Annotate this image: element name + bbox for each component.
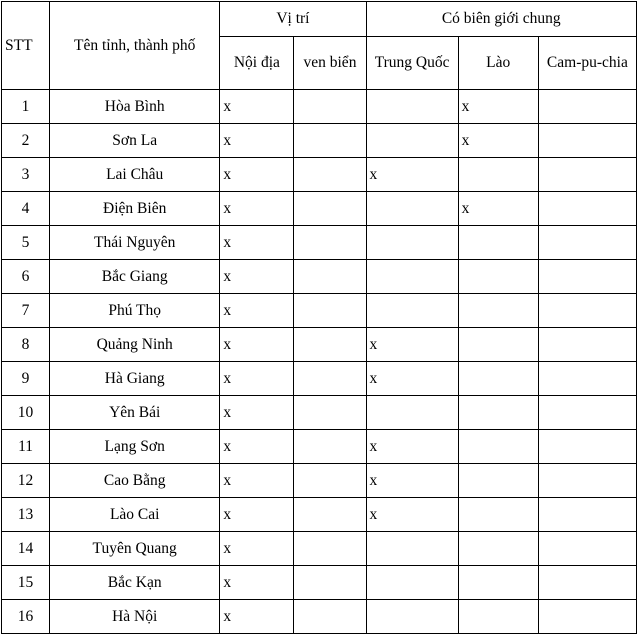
table-row bbox=[2, 362, 637, 396]
cell-laos: x bbox=[458, 192, 538, 226]
cell-inland: x bbox=[220, 294, 294, 328]
cell-inland: x bbox=[220, 124, 294, 158]
cell-province-name: Sơn La bbox=[50, 124, 220, 158]
cell-coastal bbox=[294, 192, 366, 226]
cell-inland: x bbox=[220, 396, 294, 430]
cell-coastal bbox=[294, 328, 366, 362]
cell-cambodia bbox=[538, 260, 636, 294]
table-row bbox=[2, 532, 637, 566]
cell-coastal bbox=[294, 260, 366, 294]
cell-coastal bbox=[294, 532, 366, 566]
cell-coastal bbox=[294, 294, 366, 328]
cell-stt: 2 bbox=[2, 124, 50, 158]
table-row bbox=[2, 498, 637, 532]
cell-laos bbox=[458, 226, 538, 260]
cell-coastal bbox=[294, 464, 366, 498]
cell-province-name: Bắc Giang bbox=[50, 260, 220, 294]
table-row bbox=[2, 566, 637, 600]
cell-cambodia bbox=[538, 192, 636, 226]
cell-china: x bbox=[366, 328, 458, 362]
cell-laos bbox=[458, 566, 538, 600]
cell-laos bbox=[458, 498, 538, 532]
cell-stt: 1 bbox=[2, 90, 50, 124]
cell-inland: x bbox=[220, 430, 294, 464]
cell-china: x bbox=[366, 498, 458, 532]
table-row bbox=[2, 464, 637, 498]
column-header-coastal: ven biển bbox=[294, 37, 366, 90]
cell-cambodia bbox=[538, 328, 636, 362]
cell-china bbox=[366, 566, 458, 600]
cell-province-name: Hà Nội bbox=[50, 600, 220, 634]
cell-coastal bbox=[294, 362, 366, 396]
cell-inland: x bbox=[220, 498, 294, 532]
cell-coastal bbox=[294, 566, 366, 600]
cell-cambodia bbox=[538, 498, 636, 532]
cell-laos bbox=[458, 600, 538, 634]
cell-china bbox=[366, 600, 458, 634]
table-row bbox=[2, 226, 637, 260]
cell-china bbox=[366, 260, 458, 294]
cell-laos bbox=[458, 430, 538, 464]
cell-coastal bbox=[294, 124, 366, 158]
cell-coastal bbox=[294, 90, 366, 124]
cell-stt: 8 bbox=[2, 328, 50, 362]
cell-province-name: Thái Nguyên bbox=[50, 226, 220, 260]
cell-china: x bbox=[366, 362, 458, 396]
cell-inland: x bbox=[220, 566, 294, 600]
table-header bbox=[2, 2, 637, 90]
cell-china bbox=[366, 294, 458, 328]
cell-china bbox=[366, 226, 458, 260]
table-row bbox=[2, 294, 637, 328]
cell-province-name: Quảng Ninh bbox=[50, 328, 220, 362]
cell-province-name: Lai Châu bbox=[50, 158, 220, 192]
cell-coastal bbox=[294, 158, 366, 192]
cell-laos bbox=[458, 294, 538, 328]
cell-stt: 7 bbox=[2, 294, 50, 328]
cell-cambodia bbox=[538, 566, 636, 600]
cell-cambodia bbox=[538, 532, 636, 566]
cell-province-name: Hòa Bình bbox=[50, 90, 220, 124]
table-row bbox=[2, 158, 637, 192]
table-body bbox=[2, 90, 637, 634]
cell-inland: x bbox=[220, 260, 294, 294]
province-table bbox=[1, 1, 637, 634]
cell-cambodia bbox=[538, 600, 636, 634]
column-header-inland: Nội địa bbox=[220, 37, 294, 90]
cell-cambodia bbox=[538, 124, 636, 158]
table-row bbox=[2, 328, 637, 362]
cell-stt: 13 bbox=[2, 498, 50, 532]
cell-inland: x bbox=[220, 158, 294, 192]
table-row bbox=[2, 124, 637, 158]
cell-laos bbox=[458, 328, 538, 362]
cell-laos bbox=[458, 362, 538, 396]
cell-province-name: Lào Cai bbox=[50, 498, 220, 532]
cell-laos bbox=[458, 396, 538, 430]
column-header-china: Trung Quốc bbox=[366, 37, 458, 90]
cell-cambodia bbox=[538, 90, 636, 124]
cell-stt: 16 bbox=[2, 600, 50, 634]
cell-china: x bbox=[366, 430, 458, 464]
cell-laos: x bbox=[458, 90, 538, 124]
table-row bbox=[2, 192, 637, 226]
cell-cambodia bbox=[538, 362, 636, 396]
column-header-cambodia: Cam-pu-chia bbox=[538, 37, 636, 90]
table-row bbox=[2, 600, 637, 634]
cell-laos bbox=[458, 464, 538, 498]
column-header-laos: Lào bbox=[458, 37, 538, 90]
cell-china: x bbox=[366, 464, 458, 498]
cell-inland: x bbox=[220, 192, 294, 226]
cell-laos: x bbox=[458, 124, 538, 158]
cell-province-name: Phú Thọ bbox=[50, 294, 220, 328]
cell-stt: 5 bbox=[2, 226, 50, 260]
cell-laos bbox=[458, 532, 538, 566]
cell-cambodia bbox=[538, 226, 636, 260]
cell-province-name: Cao Bằng bbox=[50, 464, 220, 498]
cell-stt: 10 bbox=[2, 396, 50, 430]
cell-coastal bbox=[294, 498, 366, 532]
cell-province-name: Lạng Sơn bbox=[50, 430, 220, 464]
cell-province-name: Điện Biên bbox=[50, 192, 220, 226]
cell-inland: x bbox=[220, 90, 294, 124]
cell-province-name: Tuyên Quang bbox=[50, 532, 220, 566]
cell-stt: 12 bbox=[2, 464, 50, 498]
cell-laos bbox=[458, 260, 538, 294]
cell-cambodia bbox=[538, 430, 636, 464]
cell-china bbox=[366, 124, 458, 158]
cell-laos bbox=[458, 158, 538, 192]
cell-coastal bbox=[294, 600, 366, 634]
cell-cambodia bbox=[538, 396, 636, 430]
cell-inland: x bbox=[220, 532, 294, 566]
cell-stt: 9 bbox=[2, 362, 50, 396]
cell-coastal bbox=[294, 226, 366, 260]
cell-stt: 11 bbox=[2, 430, 50, 464]
cell-cambodia bbox=[538, 294, 636, 328]
table-row bbox=[2, 90, 637, 124]
cell-china bbox=[366, 90, 458, 124]
cell-coastal bbox=[294, 430, 366, 464]
table-row bbox=[2, 430, 637, 464]
column-header-province-name: Tên tỉnh, thành phố bbox=[50, 2, 220, 90]
cell-province-name: Bắc Kạn bbox=[50, 566, 220, 600]
column-header-location: Vị trí bbox=[220, 2, 366, 37]
column-header-shared-border: Có biên giới chung bbox=[366, 2, 636, 37]
cell-stt: 4 bbox=[2, 192, 50, 226]
cell-inland: x bbox=[220, 362, 294, 396]
cell-province-name: Yên Bái bbox=[50, 396, 220, 430]
cell-china bbox=[366, 396, 458, 430]
cell-inland: x bbox=[220, 600, 294, 634]
table-row bbox=[2, 260, 637, 294]
cell-province-name: Hà Giang bbox=[50, 362, 220, 396]
column-header-stt: STT bbox=[2, 2, 50, 90]
cell-stt: 3 bbox=[2, 158, 50, 192]
cell-inland: x bbox=[220, 464, 294, 498]
cell-stt: 6 bbox=[2, 260, 50, 294]
cell-china: x bbox=[366, 158, 458, 192]
cell-coastal bbox=[294, 396, 366, 430]
cell-stt: 14 bbox=[2, 532, 50, 566]
cell-china bbox=[366, 192, 458, 226]
table-row bbox=[2, 396, 637, 430]
cell-stt: 15 bbox=[2, 566, 50, 600]
cell-inland: x bbox=[220, 226, 294, 260]
cell-inland: x bbox=[220, 328, 294, 362]
cell-cambodia bbox=[538, 464, 636, 498]
cell-china bbox=[366, 532, 458, 566]
header-row-top bbox=[2, 2, 637, 37]
cell-cambodia bbox=[538, 158, 636, 192]
